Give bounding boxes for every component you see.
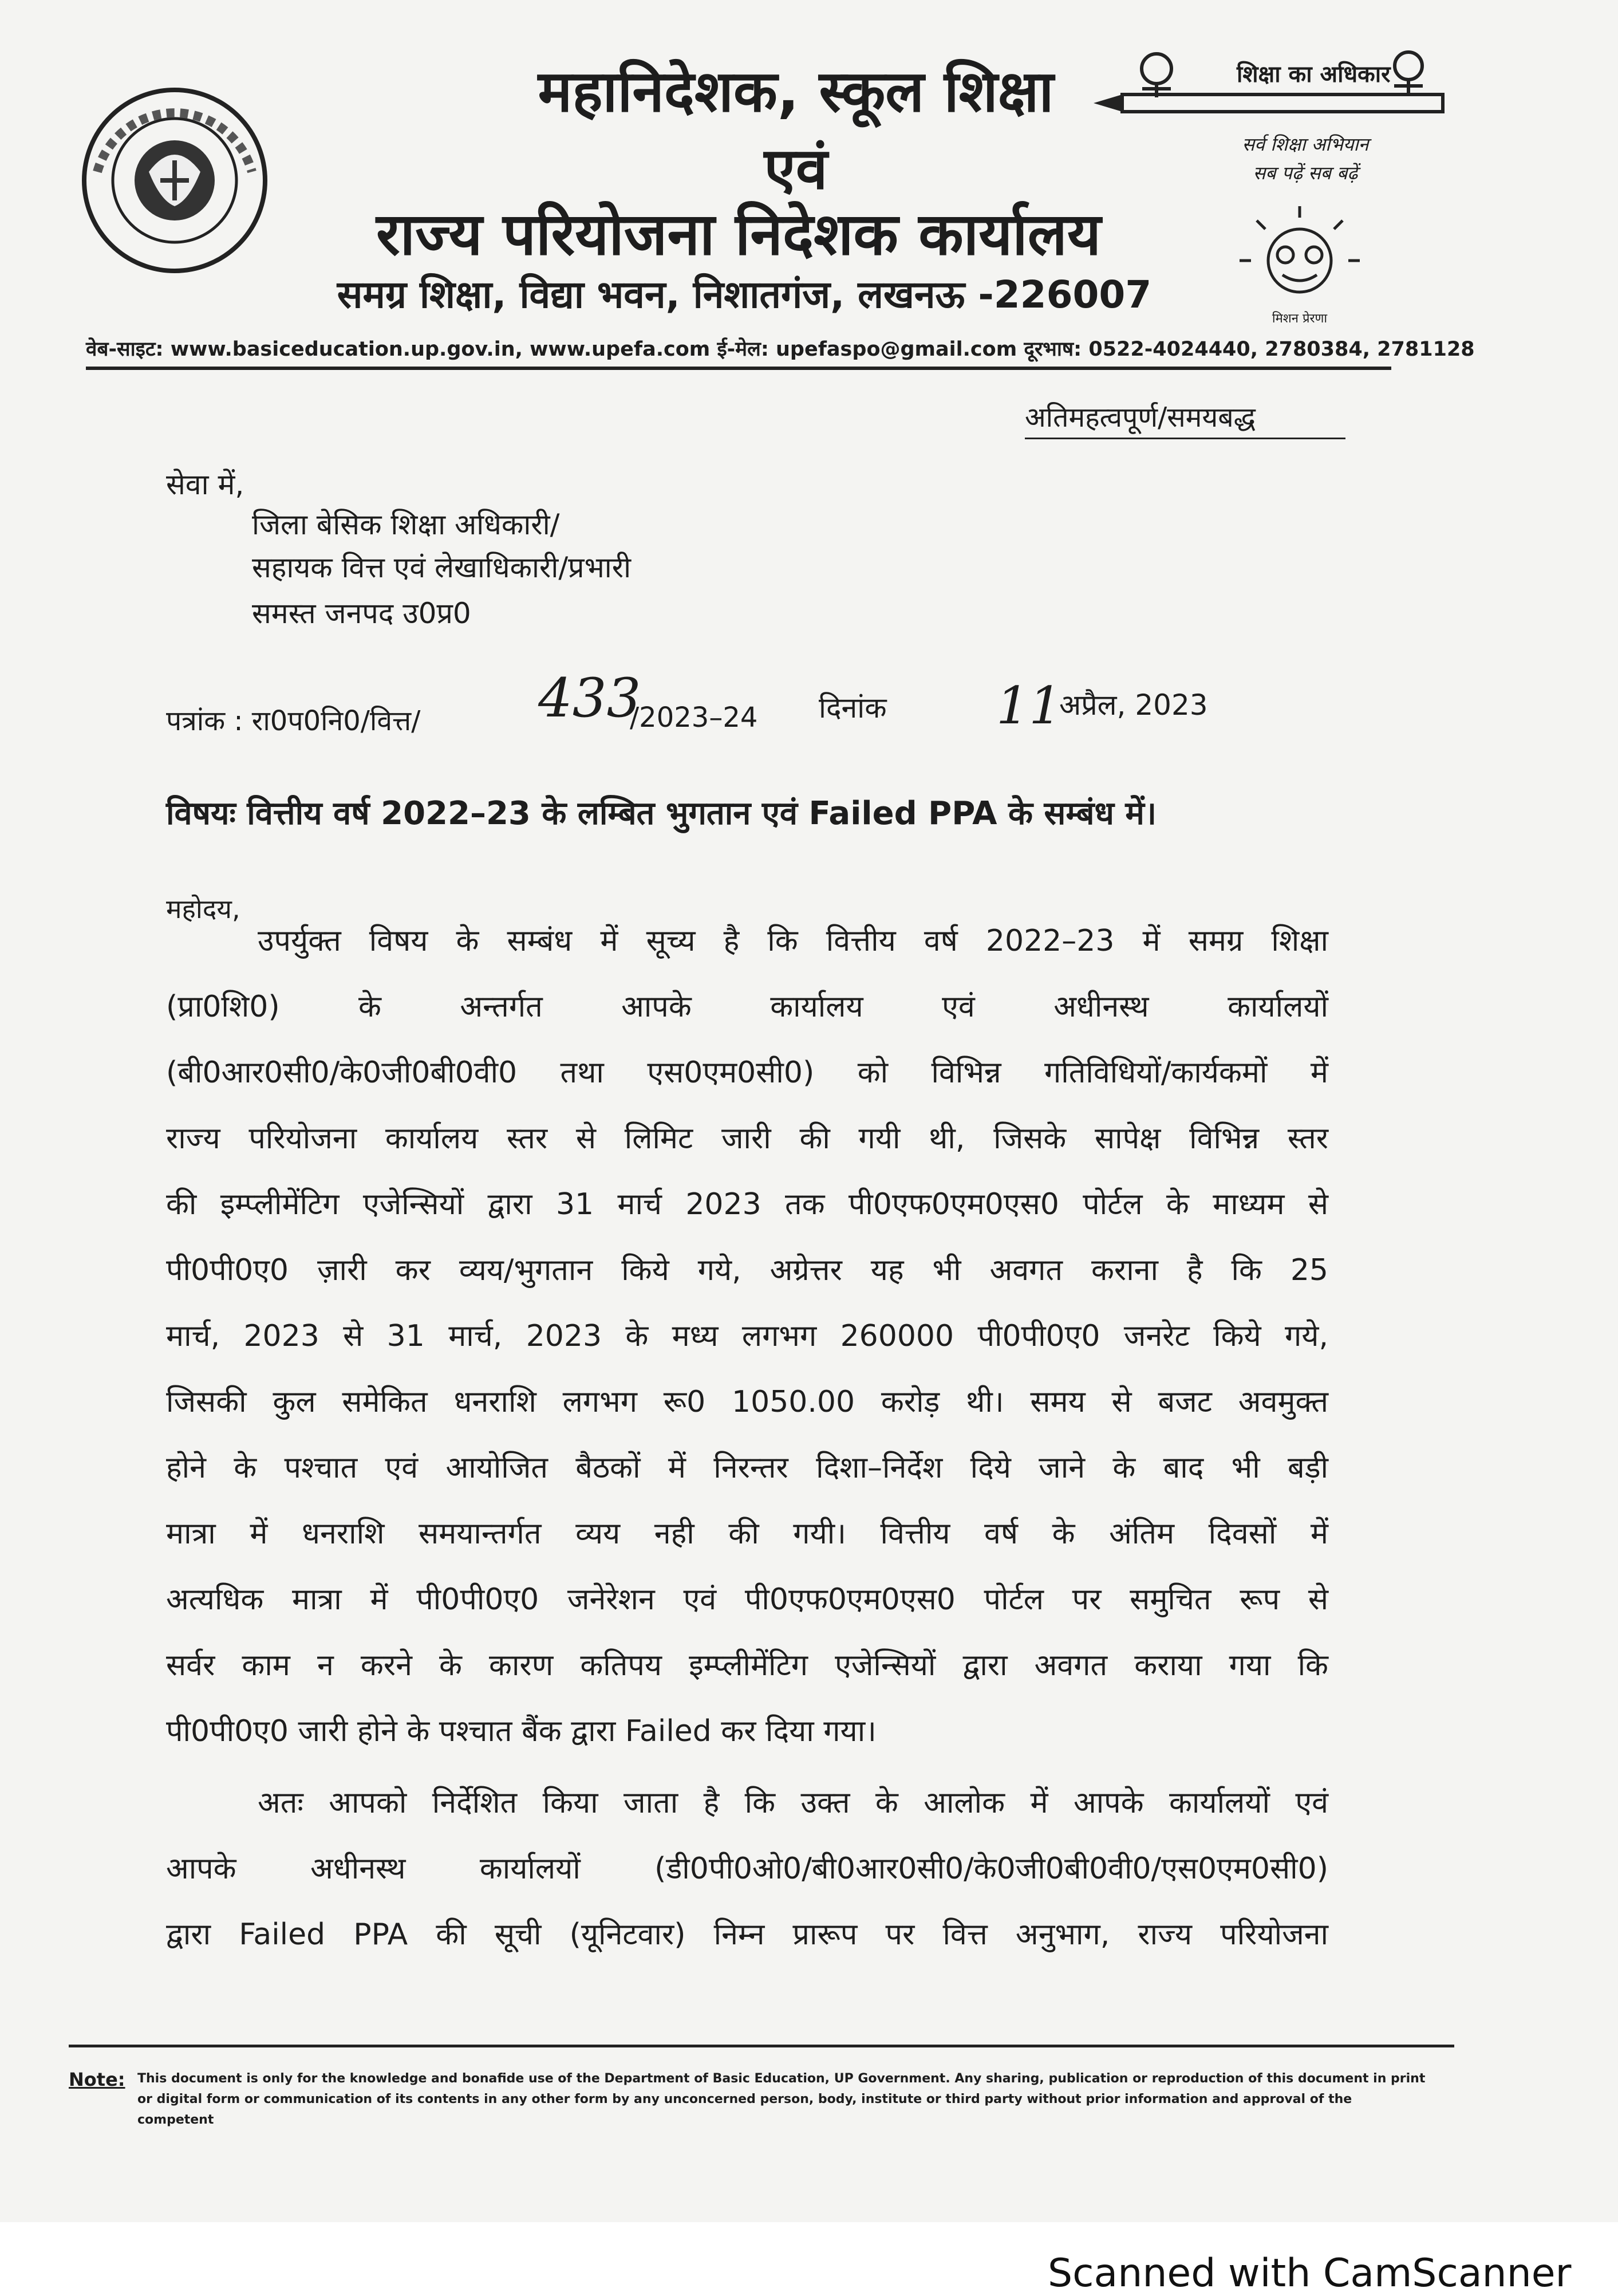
office-title-line-3: राज्य परियोजना निदेशक कार्यालय: [376, 200, 1102, 269]
para2-line: आपके अधीनस्थ कार्यालयों (डी0पी0ओ0/बी0आर0सी0/के0जी0बी0वी0/एस0एम0सी0): [166, 1852, 1328, 1886]
para2-line: द्वारा Failed PPA की सूची (यूनिटवार) निम्न प्रारूप पर वित्त अनुभाग, राज्य परियोजना: [166, 1917, 1328, 1952]
para1-line: मात्रा में धनराशि समयान्तर्गत व्यय नही की गयी। वित्तीय वर्ष के अंतिम दिवसों में: [166, 1517, 1328, 1551]
reference-number: 433: [538, 667, 641, 730]
addressee-line-3: समस्त जनपद उ0प्र0: [252, 597, 471, 630]
footer-divider: [69, 2045, 1454, 2047]
para1-line: की इम्प्लीमेंटिग एजेन्सियों द्वारा 31 मार्च 2023 तक पी0एफ0एम0एस0 पोर्टल के माध्यम से: [166, 1187, 1328, 1222]
header-divider: [86, 367, 1391, 370]
para1-line: सर्वर काम न करने के कारण कतिपय इम्प्लीमेंटिग एजेन्सियों द्वारा अवगत कराया गया कि: [166, 1648, 1328, 1683]
office-title-line-1: महानिदेशक, स्कूल शिक्षा: [538, 58, 1054, 125]
para1-line: होने के पश्चात एवं आयोजित बैठकों में निरन्तर दिशा–निर्देश दिये जाने के बाद भी बड़ी: [166, 1451, 1328, 1485]
date-label: दिनांक: [819, 691, 887, 724]
para1-line: उपर्युक्त विषय के सम्बंध में सूच्य है कि वित्तीय वर्ष 2022–23 में समग्र शिक्षा: [258, 924, 1328, 958]
footer-note-label: Note:: [69, 2069, 125, 2090]
office-address: समग्र शिक्षा, विद्या भवन, निशातगंज, लखनऊ -226007: [337, 273, 1152, 317]
para2-line: अतः आपको निर्देशित किया जाता है कि उक्त के आलोक में आपके कार्यालयों एवं: [258, 1786, 1328, 1820]
mission-prerna-logo: [1225, 206, 1374, 309]
reference-prefix: पत्रांक : रा0प0नि0/वित्त/: [166, 705, 421, 737]
para1-line: जिसकी कुल समेकित धनराशि लगभग रू0 1050.00 करोड़ थी। समय से बजट अवमुक्त: [166, 1385, 1328, 1419]
addressee-line-2: सहायक वित्त एवं लेखाधिकारी/प्रभारी: [252, 551, 632, 584]
para1-line: पी0पी0ए0 जारी होने के पश्चात बैंक द्वारा Failed कर दिया गया।: [166, 1714, 877, 1748]
para1-line: (प्रा0शि0) के अन्तर्गत आपके कार्यालय एवं अधीनस्थ कार्यालयों: [166, 990, 1328, 1024]
footer-note-text: This document is only for the knowledge and bonafide use of the Department of Basic Education, UP Government. Any sharing, publication or reproduction of this document in print or digital form or communication of its contents in any other form by any unconcerned person, body, institute or third party without prior information and approval of the competent: [137, 2071, 1426, 2127]
letter-subject: विषयः वित्तीय वर्ष 2022–23 के लम्बित भुगतान एवं Failed PPA के सम्बंध में।: [166, 795, 1157, 832]
contact-details: वेब-साइट: www.basiceducation.up.gov.in, www.upefa.com ई-मेल: upefaspo@gmail.com दूरभाष: 0522-4024440, 2780384, 2781128: [86, 338, 1475, 361]
addressee-line-1: जिला बेसिक शिक्षा अधिकारी/: [252, 508, 560, 541]
para1-line: पी0पी0ए0 ज़ारी कर व्यय/भुगतान किये गये, अग्रेत्तर यह भी अवगत कराना है कि 25: [166, 1253, 1328, 1287]
camscanner-watermark: Scanned with CamScanner: [1048, 2251, 1572, 2296]
para1-line: मार्च, 2023 से 31 मार्च, 2023 के मध्य लगभग 260000 पी0पी0ए0 जनरेट किये गये,: [166, 1319, 1328, 1353]
addressee-seva: सेवा में,: [166, 468, 244, 501]
reference-year: /2023–24: [630, 702, 758, 734]
office-title-line-2: एवं: [764, 135, 828, 202]
urgency-label: अतिमहत्वपूर्ण/समयबद्ध: [1025, 398, 1345, 439]
para1-line: (बी0आर0सी0/के0जी0बी0वी0 तथा एस0एम0सी0) को विभिन्न गतिविधियों/कार्यकमों में: [166, 1056, 1328, 1090]
date-day: 11: [996, 676, 1062, 736]
ssa-tagline-2: सब पढ़ें सब बढ़ें: [1253, 162, 1358, 184]
ssa-tagline-1: सर्व शिक्षा अभियान: [1242, 133, 1369, 155]
para1-line: राज्य परियोजना कार्यालय स्तर से लिमिट जारी की गयी थी, जिसके सापेक्ष विभिन्न स्तर: [166, 1121, 1328, 1156]
salutation: महोदय,: [166, 893, 240, 924]
mission-prerna-caption: मिशन प्रेरणा: [1272, 312, 1328, 326]
rte-logo-text: शिक्षा का अधिकार: [1237, 61, 1391, 88]
date-month-year: अप्रैल, 2023: [1059, 688, 1208, 722]
up-state-emblem: [80, 86, 269, 275]
para1-line: अत्यधिक मात्रा में पी0पी0ए0 जनेरेशन एवं पी0एफ0एम0एस0 पोर्टल पर समुचित रूप से: [166, 1582, 1328, 1617]
